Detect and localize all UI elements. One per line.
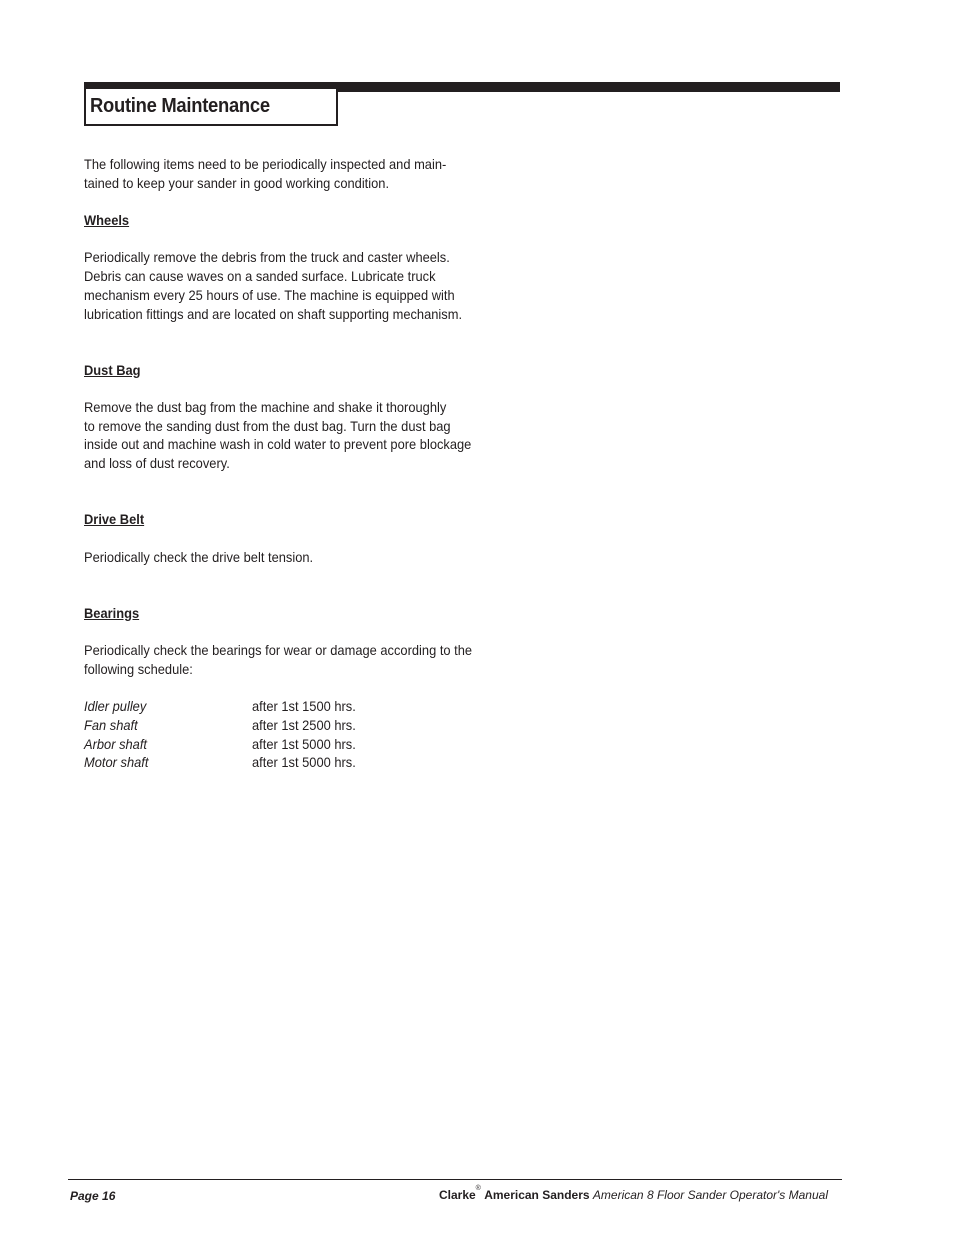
text-line: Periodically remove the debris from the truck and caster wheels. xyxy=(84,249,450,266)
schedule-row xyxy=(84,753,484,772)
schedule-part: Arbor shaft xyxy=(84,735,148,752)
schedule-row xyxy=(84,716,484,735)
schedule-part: Fan shaft xyxy=(84,716,138,733)
text-line: Periodically check the drive belt tension. xyxy=(84,548,314,565)
title-box xyxy=(84,89,338,126)
footer-manual-title xyxy=(438,1185,828,1202)
text-line: Periodically check the bearings for wear or damage according to the xyxy=(84,642,473,659)
section-heading-wheels: Wheels xyxy=(84,212,130,229)
text-line: Debris can cause waves on a sanded surface. Lubricate truck xyxy=(84,268,436,285)
manual-name: American 8 Floor Sander Operator's Manual xyxy=(592,1188,828,1202)
schedule-row xyxy=(84,697,484,716)
text-line: lubrication fittings and are located on shaft supporting mechanism. xyxy=(84,305,463,322)
text-line: inside out and machine wash in cold water to prevent pore blockage xyxy=(84,436,472,453)
section-heading-drive-belt: Drive Belt xyxy=(84,511,145,528)
schedule-part: Motor shaft xyxy=(84,754,149,771)
content xyxy=(84,155,484,772)
brand-clarke: Clarke xyxy=(438,1188,476,1202)
text-line: to remove the sanding dust from the dust bag. Turn the dust bag xyxy=(84,417,451,434)
brand-american-sanders: American Sanders xyxy=(484,1188,590,1202)
dust-bag-paragraph xyxy=(84,398,484,473)
text-line: Remove the dust bag from the machine and shake it thoroughly xyxy=(84,399,447,416)
section-heading-bearings: Bearings xyxy=(84,604,140,621)
bearing-schedule xyxy=(84,697,484,772)
registered-mark: ® xyxy=(475,1185,481,1192)
intro-paragraph xyxy=(84,155,484,192)
page-number: Page 16 xyxy=(70,1189,116,1203)
text-line: following schedule: xyxy=(84,660,193,677)
text-line: tained to keep your sander in good working condition. xyxy=(84,174,390,191)
text-line: The following items need to be periodically inspected and main- xyxy=(84,156,447,172)
text-line: mechanism every 25 hours of use. The machine is equipped with xyxy=(84,286,455,303)
text-line: and loss of dust recovery. xyxy=(84,455,230,472)
drive-belt-paragraph xyxy=(84,548,484,567)
section-heading-dust-bag: Dust Bag xyxy=(84,361,141,378)
page-title: Routine Maintenance xyxy=(90,95,270,117)
schedule-row xyxy=(84,735,484,754)
schedule-interval: after 1st 2500 hrs. xyxy=(252,716,356,733)
bearings-paragraph xyxy=(84,641,484,678)
schedule-interval: after 1st 5000 hrs. xyxy=(252,754,356,771)
footer-rule xyxy=(68,1179,842,1180)
schedule-interval: after 1st 1500 hrs. xyxy=(252,698,356,715)
schedule-part: Idler pulley xyxy=(84,698,147,715)
schedule-interval: after 1st 5000 hrs. xyxy=(252,735,356,752)
wheels-paragraph xyxy=(84,248,484,323)
